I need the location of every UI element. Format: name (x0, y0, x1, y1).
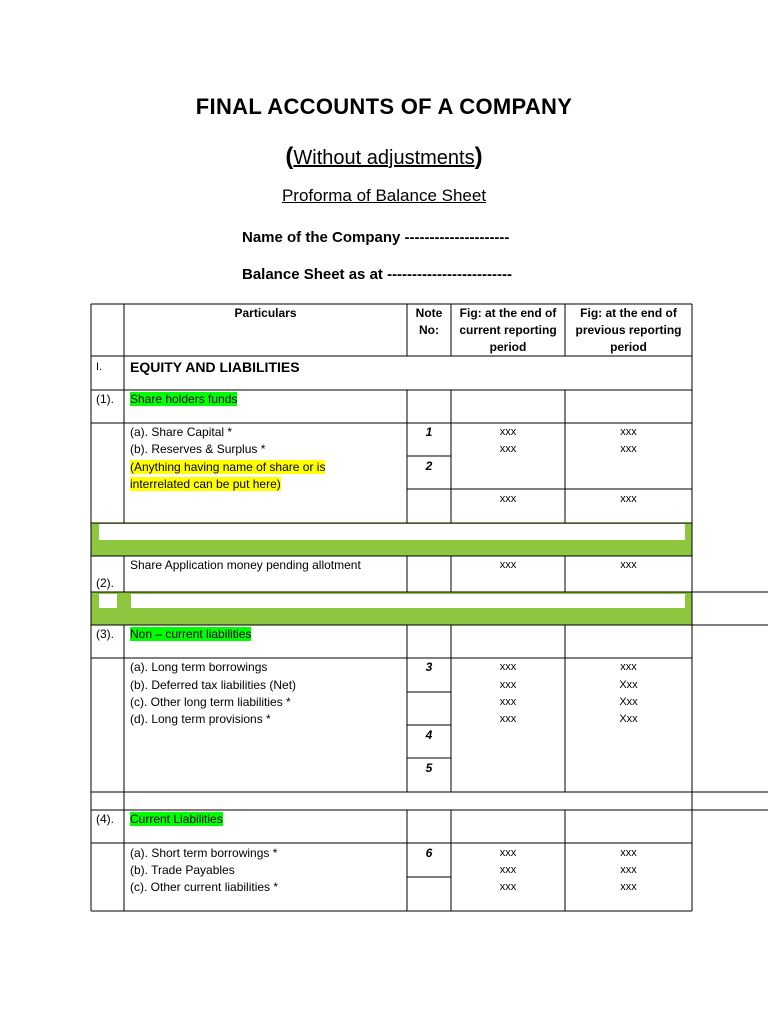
previous-value: xxx (620, 426, 637, 438)
current-value: xxx (499, 661, 517, 673)
row-number: (2). (96, 576, 114, 590)
item-label: (a). Long term borrowings (130, 660, 268, 674)
previous-value: xxx (620, 847, 637, 859)
item-label: (a). Share Capital * (130, 425, 233, 439)
header-current-period: Fig: at the end of current reporting period (459, 306, 557, 354)
header-previous-period: Fig: at the end of previous reporting period (575, 306, 682, 354)
highlighted-note: interrelated can be put here) (130, 477, 281, 491)
document-title: FINAL ACCOUNTS OF A COMPANY (195, 94, 573, 119)
highlighted-note: (Anything having name of share or is (130, 460, 326, 474)
note-number: 6 (425, 846, 433, 860)
previous-value: xxx (620, 443, 637, 455)
group-label (130, 626, 251, 643)
item-label: (c). Other current liabilities * (130, 880, 279, 894)
group-label (130, 811, 223, 828)
previous-value: xxx (620, 559, 637, 571)
document-subtitle: (Without adjustments) (285, 143, 483, 170)
current-value: xxx (499, 443, 517, 455)
previous-total: xxx (620, 493, 637, 505)
balance-sheet-date-line: Balance Sheet as at ------------------------- (242, 266, 512, 283)
item-label: (b). Deferred tax liabilities (Net) (130, 678, 297, 692)
row-number: (1). (96, 392, 114, 406)
current-value: xxx (499, 679, 517, 691)
note-number: 1 (425, 425, 433, 439)
previous-value: xxx (620, 881, 637, 893)
row-number: (3). (96, 627, 114, 641)
previous-value: Xxx (619, 713, 638, 725)
header-note-no: Note No: (415, 306, 443, 337)
current-value: xxx (499, 559, 517, 571)
note-number: 4 (425, 728, 433, 742)
subtitle-text: Without adjustments (293, 147, 475, 169)
current-value: xxx (499, 847, 517, 859)
highlighted-label: Non – current liabilities (130, 627, 252, 641)
item-label: (c). Other long term liabilities * (130, 695, 291, 709)
row-number: (4). (96, 812, 114, 826)
previous-value: xxx (620, 864, 637, 876)
previous-value: Xxx (619, 679, 638, 691)
company-name-line: Name of the Company --------------------- (242, 229, 510, 246)
current-value: xxx (499, 426, 517, 438)
current-value: xxx (499, 864, 517, 876)
note-number: 5 (425, 761, 433, 775)
section-title: EQUITY AND LIABILITIES (130, 359, 300, 375)
current-value: xxx (499, 696, 517, 708)
proforma-heading: Proforma of Balance Sheet (281, 186, 487, 205)
note-number: 3 (425, 660, 433, 674)
item-note (130, 459, 325, 476)
previous-value: Xxx (619, 696, 638, 708)
section-number: I. (96, 361, 103, 373)
item-note (130, 476, 281, 493)
item-label: (d). Long term provisions * (130, 712, 271, 726)
item-label: (b). Reserves & Surplus * (130, 442, 266, 456)
highlighted-label: Current Liabilities (130, 812, 223, 826)
current-value: xxx (499, 713, 517, 725)
item-label: (a). Short term borrowings * (130, 846, 278, 860)
item-label: (b). Trade Payables (130, 863, 235, 877)
note-number: 2 (425, 459, 433, 473)
highlighted-label: Share holders funds (130, 392, 238, 406)
header-particulars: Particulars (234, 306, 297, 320)
row-label: Share Application money pending allotment (130, 558, 361, 572)
group-label (130, 391, 237, 408)
current-total: xxx (499, 493, 517, 505)
previous-value: xxx (620, 661, 637, 673)
current-value: xxx (499, 881, 517, 893)
